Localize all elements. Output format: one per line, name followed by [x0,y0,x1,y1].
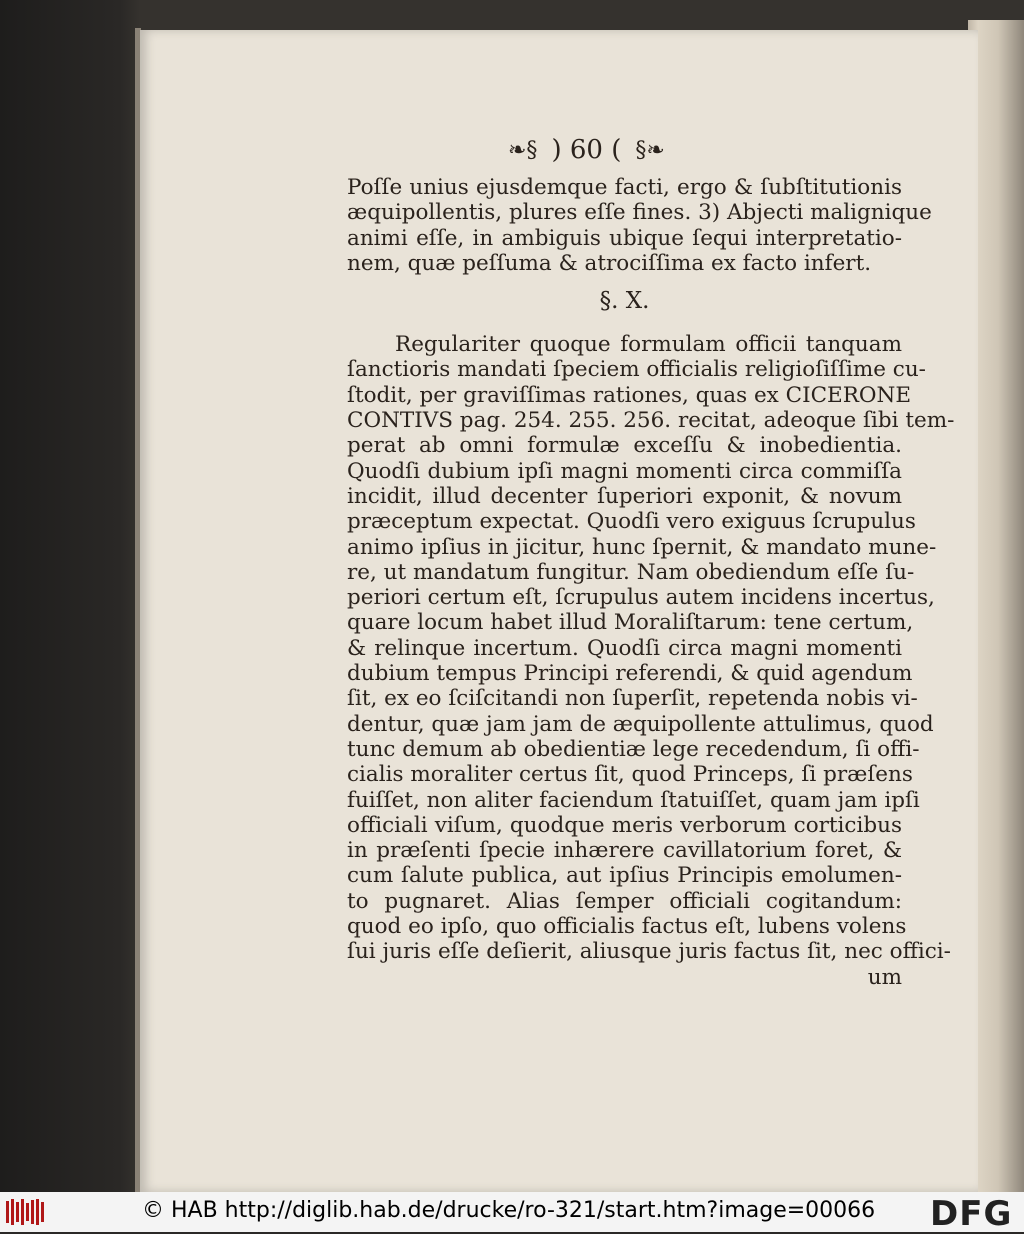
text-line: periori certum eſt, ſcrupulus autem incidens incertus, [347,585,935,611]
text-line: nem, quæ peſſuma & atrociſſima ex facto infert. [347,250,872,276]
text-line: tunc demum ab obedientiæ lege recedendum, ſi offi- [347,736,920,762]
text-line: ſtodit, per graviſſimas rationes, quas ex CICERONE [347,382,912,408]
text-line: animo ipſius in jicitur, hunc ſpernit, & mandato mune- [347,534,937,560]
text-line: dubium tempus Principi referendi, & quid agendum [347,661,913,687]
text-line: præceptum expectat. Quodſi vero exiguus ſcrupulus [347,509,916,535]
running-header [508,130,748,170]
text-line: re, ut mandatum fungitur. Nam obediendum eſſe ſu- [347,559,915,585]
text-line: quod eo ipſo, quo officialis factus eſt, lubens volens [347,914,907,940]
text-line: cialis moraliter certus ſit, quod Princeps, ſi præſens [347,762,913,788]
text-line: ſanctioris mandati ſpeciem officialis religioſiſſime cu- [347,357,926,383]
text-line: perat ab omni formulæ exceſſu & inobedientia. [347,433,902,459]
text-line: cum ſalute publica, aut ipſius Principis emolumen- [347,863,902,889]
ornament-right-icon: §❧ [635,137,665,163]
text-line: Regulariter quoque formulam officii tanquam [395,332,902,358]
text-line: Quodſi dubium ipſi magni momenti circa commiſſa [347,458,902,484]
text-line: fuiſſet, non aliter faciendum ſtatuiſſet, quam jam ipſi [347,787,920,813]
text-line: to pugnaret. Alias ſemper officiali cogitandum: [347,888,902,914]
text-line: incidit, illud decenter ſuperiori exponit, & novum [347,483,902,509]
hab-logo-icon [6,1198,46,1226]
ornament-left-icon: ❧§ [508,137,538,163]
page-number: ) 60 ( [551,135,622,165]
text-line: animi eſſe, in ambiguis ubique ſequi interpretatio- [347,225,902,251]
section-heading: §. X. [599,288,650,315]
text-line: ſit, ex eo ſciſcitandi non ſuperſit, repetenda nobis vi- [347,686,918,712]
text-line: ſui juris eſſe deſierit, aliusque juris factus ſit, nec offici- [347,939,951,965]
text-line: æquipollentis, plures eſſe fines. 3) Abjecti malignique [347,200,932,226]
page-text [347,175,955,990]
text-line: officiali viſum, quodque meris verborum corticibus [347,812,902,838]
viewer-footer [0,1192,1024,1232]
text-line: dentur, quæ jam jam de æquipollente attulimus, quod [347,711,934,737]
text-line: in præſenti ſpecie inhærere cavillatorium foret, & [347,838,902,864]
text-line: & relinque incertum. Quodſi circa magni momenti [347,635,902,661]
copyright-link[interactable]: © HAB http://diglib.hab.de/drucke/ro-321/start.htm?image=00066 [142,1198,876,1223]
catchword: um [867,964,902,990]
text-line: CONTIVS pag. 254. 255. 256. recitat, adeoque ſibi tem- [347,408,955,434]
text-line: Poſſe unius ejusdemque facti, ergo & ſubſtitutionis [347,175,902,200]
text-line: quare locum habet illud Moraliſtarum: tene certum, [347,610,914,636]
dfg-logo: DFG [930,1194,1013,1234]
